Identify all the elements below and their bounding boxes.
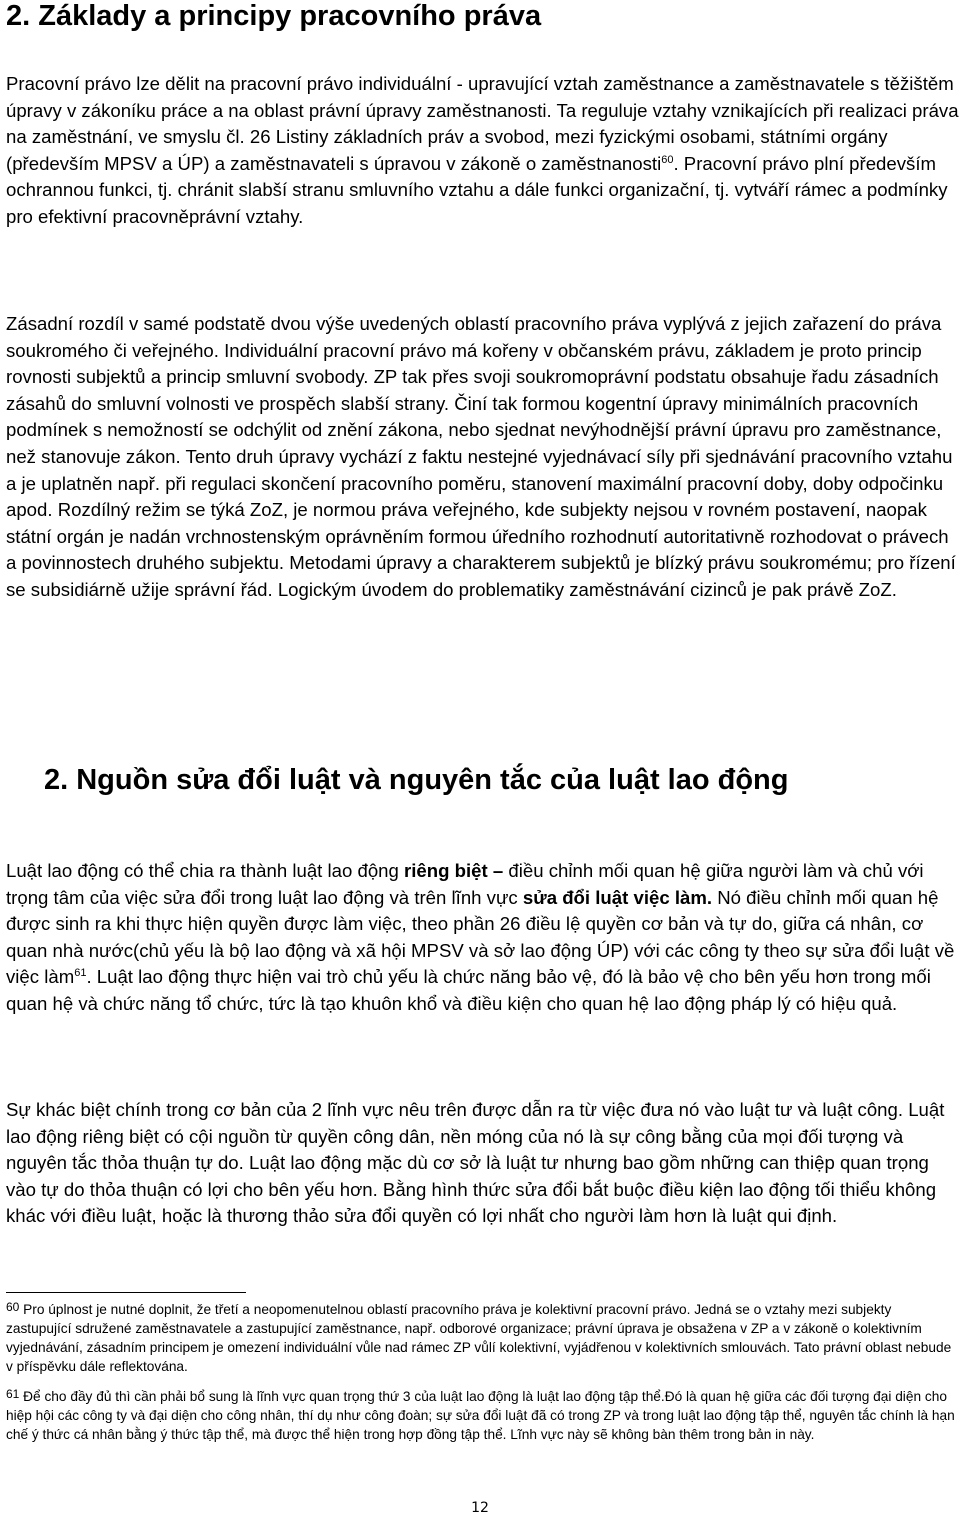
paragraph-2: Zásadní rozdíl v samé podstatě dvou výše uvedených oblastí pracovního práva vyplývá z jejich zařazení do práva soukromého či veřejného. Individuální pracovní právo má kořeny v občanském právu, základem je proto princip rovnosti subjektů a princip smluvní svobody. ZP tak přes svoji soukromoprávní podstatu obsahuje řadu zásadních zásahů do smluvní volnosti ve prospěch slabší strany. Činí tak formou kogentní úpravy minimálních pracovních podmínek s nemožností se odchýlit od znění zákona, nebo sjednat nevýhodnější právní úpravu pro zaměstnance, než stanovuje zákon. Tento druh úpravy vychází z faktu nestejné vyjednávací síly při sjednávání pracovního vztahu a je uplatněn např. při regulaci skončení pracovního poměru, stanovení maximální pracovní doby, doby odpočinku apod. Rozdílný režim se týká ZoZ, je normou práva veřejného, kde subjekty nejsou v rovném postavení, naopak státní orgán je nadán vrchnostenským oprávněním formou úředního rozhodnutí autoritativně rozhodovat o právech a povinnostech druhého subjektu. Metodami úpravy a charakterem subjektů je blízký právu soukromému; pro řízení se subsidiárně užije správní řád. Logickým úvodem do problematiky zaměstnávání cizinců je pak právě ZoZ. [6,313,956,600]
paragraph-3-bold-d: sửa đổi luật việc làm. [522,886,713,908]
paragraph-3-text-a: Luật lao động có thể chia ra thành luật lao động [6,860,405,881]
paragraph-3-text-f: . Luật lao động thực hiện vai trò chủ yếu là chức năng bảo vệ, đó là bảo vệ cho bên yếu hơn trong mối quan hệ và chức năng tổ chức, tức là tạo khuôn khổ và điều kiện cho quan hệ lao động pháp lý có hiệu quả. [6,966,931,1014]
paragraph-3-text-e: Nó điều chỉnh mối quan hệ được sinh ra khi thực hiện quyền được làm việc, theo phần 26 điều lệ quyền cơ bản và tự do, giữa cá nhân, cơ quan nhà nước(chủ yếu là bộ lao động và xã hội MPSV và sở lao động ÚP) với các công ty theo sự sửa đổi luật về việc làm [6,886,955,988]
paragraph-1-text-b: . Pracovní právo plní především ochrannou funkci, tj. chránit slabší stranu smluvního vztahu a dále funkci organizační, tj. vytváří rámec a podmínky pro efektivní pracovněprávní vztahy. [6,152,948,227]
paragraph-1 [6,71,960,231]
footnote-60-text: Pro úplnost je nutné doplnit, že třetí a neopomenutelnou oblastí pracovního práva je kolektivní pracovní právo. Jedná se o vztahy mezi subjekty zastupující sdružené zaměstnavatele a zastupující zaměstnance, např. odborové organizace; právní úprava je obsažena v ZP a v zákoně o kolektivním vyjednávání, zásadním principem je omezení individuální vůle nad rámec ZP vůlí kolektivní, vyjádřenou v kolektivních smlouvách. Tato právní oblast nebude v příspěvku dále reflektována. [6,1302,952,1374]
footnote-61-text: Để cho đầy đủ thì cần phải bổ sung là lĩnh vực quan trọng thứ 3 của luật lao động là luật lao động tập thể.Đó là quan hệ giữa các đối tượng đại diện cho hiệp hội các công ty và đại diện cho công nhân, thí dụ như công đoàn; sự sửa đổi luật đã có trong ZP và trong luật lao động tập thể, nguyên tắc chính là hạn chế ý thức cá nhân bằng ý thức tập thể, mà được thể hiện trong hợp đồng tập thể. Lĩnh vực này sẽ không bàn thêm trong bản in này. [6,1389,955,1442]
footnote-ref-61[interactable]: 61 [74,967,87,980]
footnote-ref-60[interactable]: 60 [661,153,674,166]
section-heading-vietnamese: 2. Nguồn sửa đổi luật và nguyên tắc của luật lao động [44,764,789,796]
footnote-60 [6,1300,960,1376]
page-number: 12 [471,1500,489,1516]
paragraph-3 [6,858,960,1018]
footnote-60-number: 60 [6,1300,20,1314]
paragraph-3-bold-b: riêng biệt – [404,860,504,881]
footnote-61-number: 61 [6,1387,20,1401]
footnote-61 [6,1387,960,1444]
paragraph-3-text-c: điều chỉnh mối quan hệ giữa người làm và chủ với trọng tâm của việc sửa đổi trong luật lao động và trên lĩnh vực [6,860,924,908]
section-heading-czech: 2. Základy a principy pracovního práva [6,0,542,32]
paragraph-1-text-a: Pracovní právo lze dělit na pracovní právo individuální - upravující vztah zaměstnance a zaměstnavatele s těžištěm úpravy v zákoníku práce a na oblast právní úpravy zaměstnanosti. Ta reguluje vztahy vznikajících při realizaci práva na zaměstnání, ve smyslu čl. 26 Listiny základních práv a svobod, mezi fyzickými osobami, státními orgány (především MPSV a ÚP) a zaměstnavateli s úpravou v zákoně o zaměstnanosti [6,73,959,174]
footnote-separator [6,1292,246,1293]
paragraph-4: Sự khác biệt chính trong cơ bản của 2 lĩnh vực nêu trên được dẫn ra từ việc đưa nó vào luật tư và luật công. Luật lao động riêng biệt có cội nguồn từ quyền công dân, nền móng của nó là sự công bằng của mọi đối tượng và nguyên tắc thỏa thuận tự do. Luật lao động mặc dù cơ sở là luật tư nhưng bao gồm những can thiệp quan trọng vào tự do thỏa thuận có lợi cho bên yếu hơn. Bằng hình thức sửa đổi bắt buộc điều kiện lao động tối thiểu không khác với điều luật, hoặc là thương thảo sửa đổi quyền có lợi nhất cho người làm hơn là luật qui định. [6,1099,945,1227]
